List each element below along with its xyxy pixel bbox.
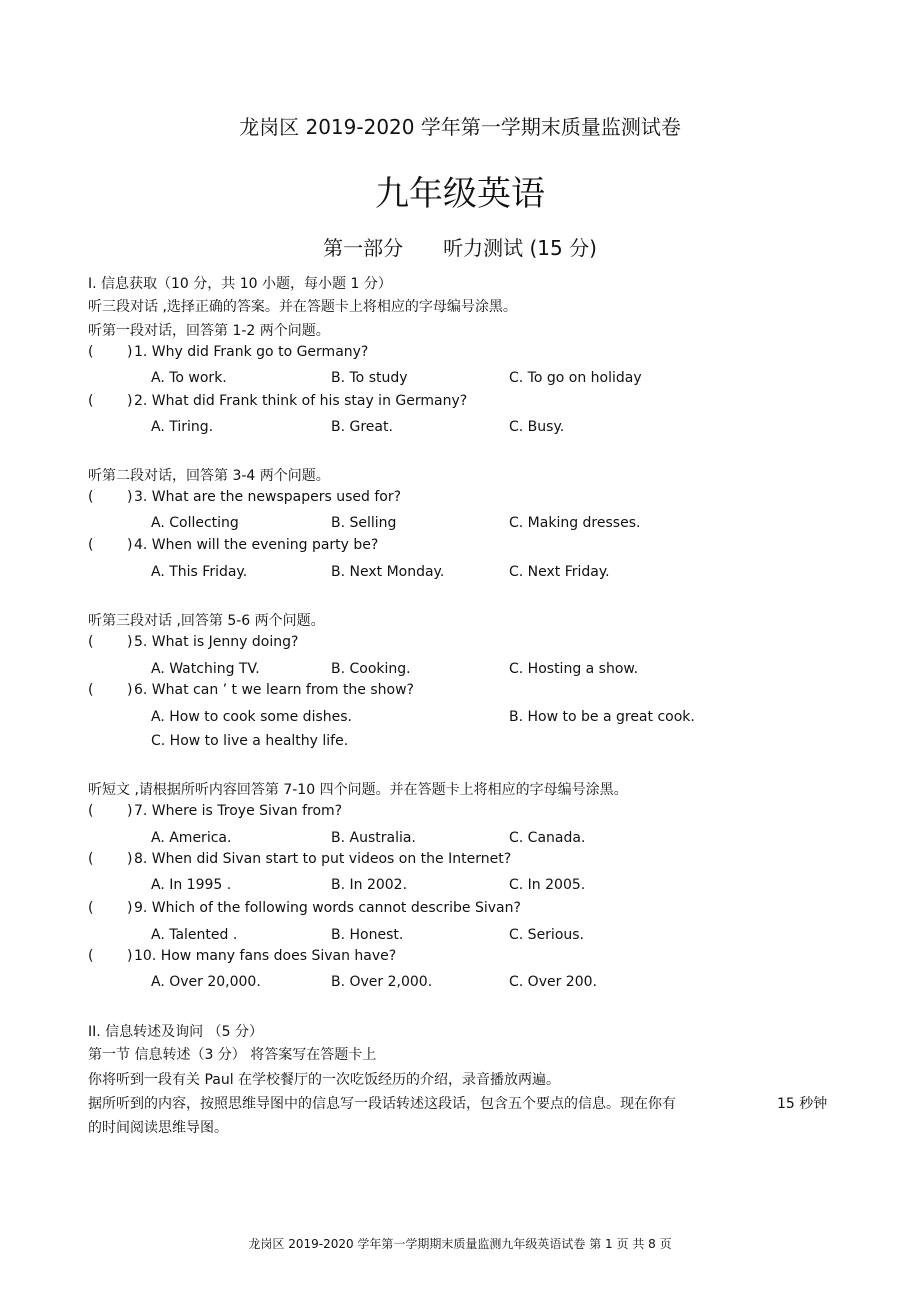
- answer-paren-close: ): [127, 393, 133, 409]
- answer-paren-close: ): [127, 344, 133, 360]
- option-b: B. Great.: [331, 419, 393, 435]
- option-a: A. Talented .: [151, 927, 238, 943]
- answer-paren-close: ): [127, 803, 133, 819]
- option-a: A. This Friday.: [151, 564, 248, 580]
- option-c: C. How to live a healthy life.: [151, 733, 349, 749]
- answer-paren-close: ): [127, 682, 133, 698]
- option-b: B. Next Monday.: [331, 564, 445, 580]
- option-b: B. In 2002.: [331, 877, 408, 893]
- option-c: C. Serious.: [509, 927, 585, 943]
- option-a: A. America.: [151, 830, 232, 846]
- option-b: B. Over 2,000.: [331, 974, 433, 990]
- dialog1-instruction: 听第一段对话，回答第 1-2 两个问题。: [88, 323, 330, 339]
- section2-line1: 你将听到一段有关 Paul 在学校餐厅的一次吃饭经历的介绍，录音播放两遍。: [88, 1072, 561, 1088]
- question-text: 3. What are the newspapers used for?: [134, 489, 402, 505]
- passage-instruction: 听短文 ,请根据所听内容回答第 7-10 四个问题。并在答题卡上将相应的字母编号涂黑。: [88, 782, 628, 798]
- answer-paren-close: ): [127, 634, 133, 650]
- answer-paren-open: (: [88, 803, 94, 819]
- answer-paren-close: ): [127, 489, 133, 505]
- option-a: A. How to cook some dishes.: [151, 709, 352, 725]
- answer-paren-open: (: [88, 682, 94, 698]
- option-b: B. How to be a great cook.: [509, 709, 695, 725]
- part-title: 第一部分 听力测试 (15 分): [323, 236, 597, 260]
- option-a: A. In 1995 .: [151, 877, 232, 893]
- option-c: C. Making dresses.: [509, 515, 641, 531]
- option-a: A. Tiring.: [151, 419, 214, 435]
- exam-title: 龙岗区 2019-2020 学年第一学期末质量监测试卷: [239, 115, 681, 139]
- section2-heading: II. 信息转述及询问 （5 分）: [88, 1024, 263, 1040]
- question-text: 2. What did Frank think of his stay in Germany?: [134, 393, 468, 409]
- question-text: 9. Which of the following words cannot describe Sivan?: [134, 900, 521, 916]
- option-b: B. Honest.: [331, 927, 404, 943]
- answer-paren-open: (: [88, 489, 94, 505]
- option-a: A. To work.: [151, 370, 227, 386]
- option-c: C. Busy.: [509, 419, 565, 435]
- page-footer: 龙岗区 2019-2020 学年第一学期期末质量监测九年级英语试卷 第 1 页 共 8 页: [248, 1237, 672, 1251]
- option-c: C. Next Friday.: [509, 564, 610, 580]
- question-text: 8. When did Sivan start to put videos on the Internet?: [134, 851, 512, 867]
- option-c: C. Over 200.: [509, 974, 597, 990]
- answer-paren-open: (: [88, 393, 94, 409]
- option-b: B. Australia.: [331, 830, 416, 846]
- answer-paren-open: (: [88, 344, 94, 360]
- section2-line2: 据所听到的内容，按照思维导图中的信息写一段话转述这段话，包含五个要点的信息。现在你有: [88, 1096, 676, 1112]
- option-c: C. Hosting a show.: [509, 661, 639, 677]
- answer-paren-open: (: [88, 948, 94, 964]
- option-c: C. Canada.: [509, 830, 586, 846]
- option-c: C. In 2005.: [509, 877, 586, 893]
- option-a: A. Over 20,000.: [151, 974, 261, 990]
- answer-paren-close: ): [127, 900, 133, 916]
- question-text: 6. What can ’ t we learn from the show?: [134, 682, 414, 698]
- question-text: 5. What is Jenny doing?: [134, 634, 299, 650]
- subject-title: 九年级英语: [375, 174, 545, 214]
- question-text: 4. When will the evening party be?: [134, 537, 379, 553]
- answer-paren-close: ): [127, 851, 133, 867]
- answer-paren-open: (: [88, 900, 94, 916]
- question-text: 7. Where is Troye Sivan from?: [134, 803, 343, 819]
- answer-paren-open: (: [88, 634, 94, 650]
- option-a: A. Collecting: [151, 515, 239, 531]
- answer-paren-close: ): [127, 537, 133, 553]
- option-b: B. To study: [331, 370, 408, 386]
- answer-paren-close: ): [127, 948, 133, 964]
- section2-line2-right: 15 秒钟: [777, 1096, 828, 1112]
- option-b: B. Cooking.: [331, 661, 411, 677]
- option-c: C. To go on holiday: [509, 370, 642, 386]
- section1-instruction: 听三段对话 ,选择正确的答案。并在答题卡上将相应的字母编号涂黑。: [88, 299, 517, 315]
- dialog2-instruction: 听第二段对话，回答第 3-4 两个问题。: [88, 468, 330, 484]
- section2-sub: 第一节 信息转述（3 分） 将答案写在答题卡上: [88, 1047, 377, 1063]
- answer-paren-open: (: [88, 851, 94, 867]
- question-text: 1. Why did Frank go to Germany?: [134, 344, 369, 360]
- question-text: 10. How many fans does Sivan have?: [134, 948, 397, 964]
- dialog3-instruction: 听第三段对话 ,回答第 5-6 两个问题。: [88, 613, 325, 629]
- section2-line3: 的时间阅读思维导图。: [88, 1120, 228, 1136]
- answer-paren-open: (: [88, 537, 94, 553]
- option-a: A. Watching TV.: [151, 661, 260, 677]
- option-b: B. Selling: [331, 515, 397, 531]
- section1-heading: I. 信息获取（10 分，共 10 小题，每小题 1 分）: [88, 276, 392, 292]
